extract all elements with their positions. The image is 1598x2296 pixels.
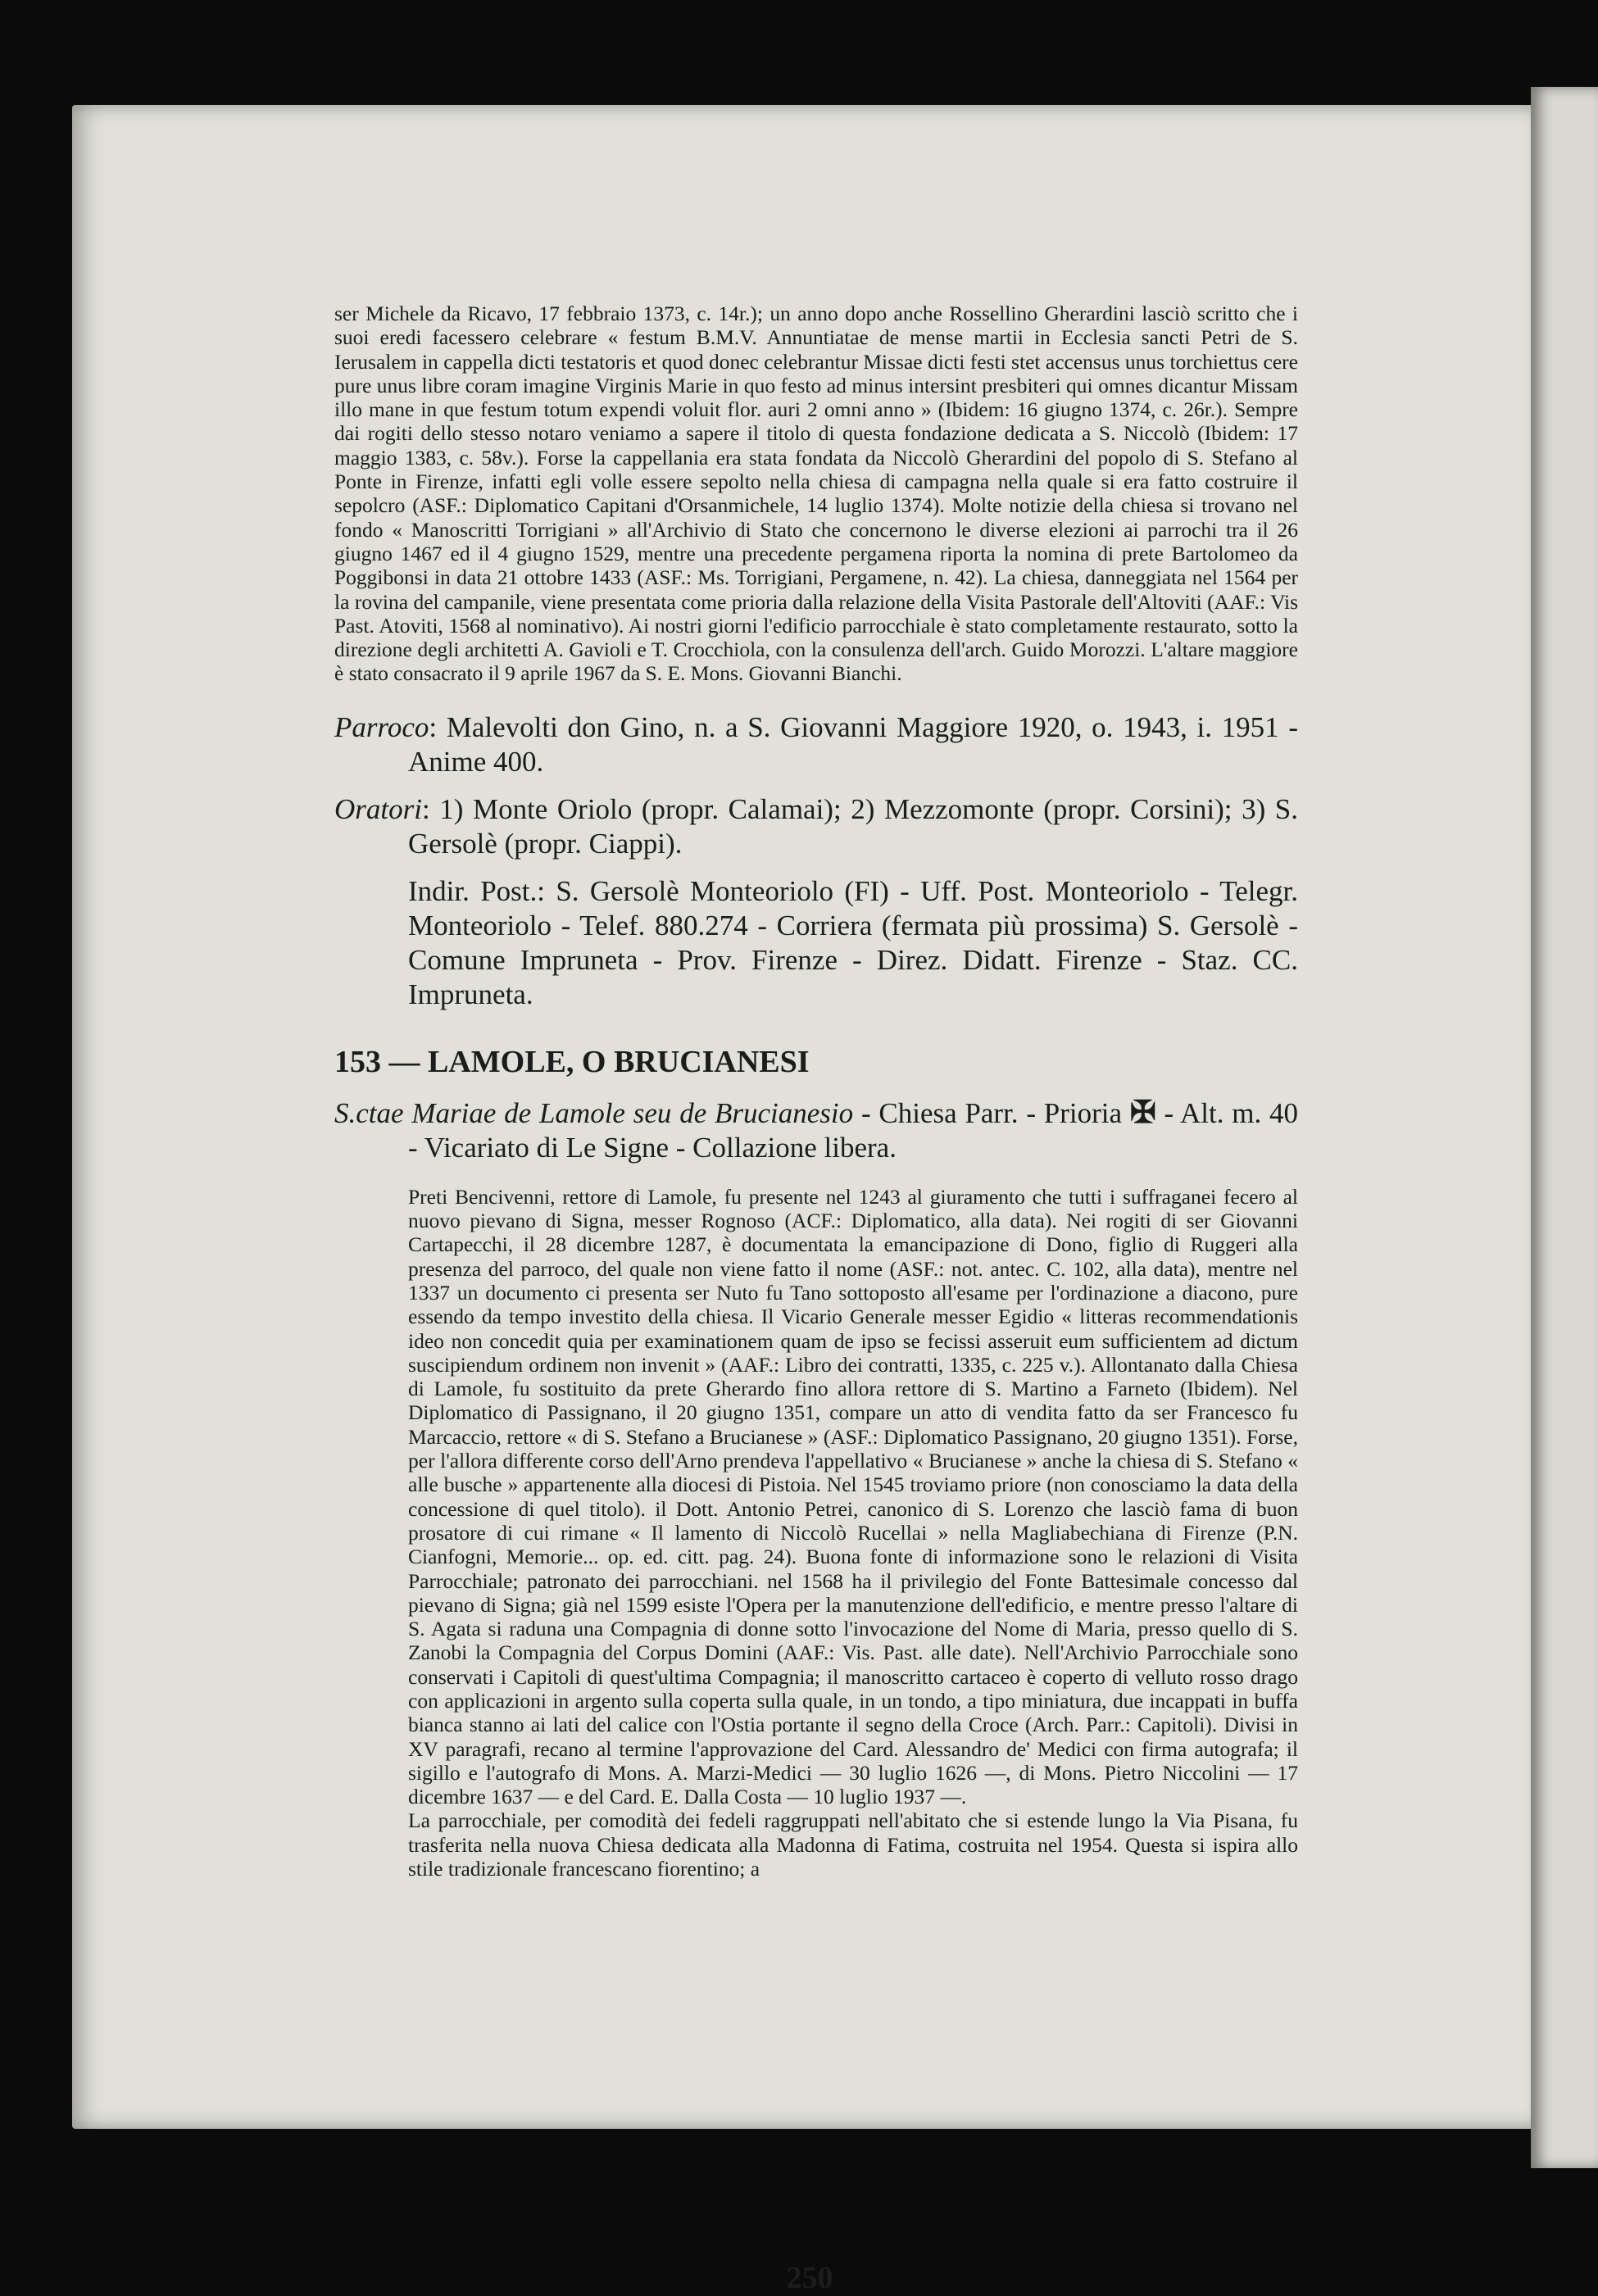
church-desc-a: - Chiesa Parr. - Prioria <box>853 1096 1130 1129</box>
cross-icon: ✠ <box>1129 1095 1156 1130</box>
parroco-text: : Malevolti don Gino, n. a S. Giovanni Maggiore 1920, o. 1943, i. 1951 - Anime 400. <box>408 710 1298 778</box>
page-content <box>334 302 1298 2295</box>
next-page-edge <box>1531 87 1598 2168</box>
oratori-label: Oratori <box>334 792 422 825</box>
history-section <box>334 1185 1298 1881</box>
church-desc-b: - Alt. m. 40 - Vicariato di Le Signe - Collazione libera. <box>408 1096 1298 1164</box>
page-number: 250 <box>786 2261 833 2295</box>
top-note-paragraph: ser Michele da Ricavo, 17 febbraio 1373, c. 14r.); un anno dopo anche Rossellino Gherardini lasciò scritto che i suoi eredi facessero celebrare « festum B.M.V. Annuntiatae de mense martii in Ecclesia sancti Petri de S. Ierusalem in cappella dicti testatoris et quod donec celebrantur Missae dicti festi stet accensus unus torchiettus cere pure unus libre coram imagine Virginis Marie in quo festo ad minus intersint presbiteri qui omnes dicantur Missam illo mane in que festum totum expendi voluit flor. auri 2 omni anno » (Ibidem: 16 giugno 1374, c. 26r.). Sempre dai rogiti dello stesso notaro veniamo a sapere il titolo di questa fondazione dedicata a S. Niccolò (Ibidem: 17 maggio 1383, c. 58v.). Forse la cappellania era stata fondata da Niccolò Gherardini del popolo di S. Stefano al Ponte in Firenze, infatti egli volle essere sepolto nella chiesa di campagna nella quale si era fatto costruire il sepolcro (ASF.: Diplomatico Capitani d'Orsanmichele, 14 luglio 1374). Molte notizie della chiesa si trovano nel fondo « Manoscritti Torrigiani » all'Archivio di Stato che concernono le diverse elezioni ai parrochi tra il 26 giugno 1467 ed il 4 giugno 1529, mentre una precedente pergamena riporta la nomina di prete Bartolomeo da Poggibonsi in data 21 ottobre 1433 (ASF.: Ms. Torrigiani, Pergamene, n. 42). La chiesa, danneggiata nel 1564 per la rovina del campanile, viene presentata come prioria dalla relazione della Visita Pastorale dell'Altoviti (AAF.: Vis Past. Atoviti, 1568 al nominativo). Ai nostri giorni l'edificio parrocchiale è stato completamente restaurato, sotto la direzione degli architetti A. Gavioli e T. Crocchiola, con la consulenza dell'arch. Guido Morozzi. L'altare maggiore è stato consacrato il 9 aprile 1967 da S. E. Mons. Giovanni Bianchi. <box>334 302 1298 686</box>
oratori-entry <box>334 792 1298 861</box>
oratori-text: : 1) Monte Oriolo (propr. Calamai); 2) Mezzomonte (propr. Corsini); 3) S. Gersolè (propr. Ciappi). <box>408 792 1298 860</box>
section-heading: 153 — LAMOLE, O BRUCIANESI <box>334 1044 810 1079</box>
church-title-entry <box>334 1096 1298 1165</box>
church-latin-name: S.ctae Mariae de Lamole seu de Brucianesio <box>334 1096 854 1129</box>
parroco-label: Parroco <box>334 710 429 743</box>
parroco-entry <box>334 710 1298 779</box>
postal-info: Indir. Post.: S. Gersolè Monteoriolo (FI) - Uff. Post. Monteoriolo - Telegr. Monteoriolo - Telef. 880.274 - Corriera (fermata più prossima) S. Gersolè - Comune Impruneta - Prov. Firenze - Direz. Didatt. Firenze - Staz. CC. Impruneta. <box>408 874 1298 1010</box>
history-paragraph-2: La parrocchiale, per comodità dei fedeli raggruppati nell'abitato che si estende lungo la Via Pisana, fu trasferita nella nuova Chiesa dedicata alla Madonna di Fatima, costruita nel 1954. Questa si ispira allo stile tradizionale francescano fiorentino; a <box>408 1808 1298 1881</box>
history-paragraph-1: Preti Bencivenni, rettore di Lamole, fu presente nel 1243 al giuramento che tutti i suffraganei fecero al nuovo pievano di Signa, messer Rognoso (ACF.: Diplomatico, alla data). Nei rogiti di ser Giovanni Cartapecchi, il 28 dicembre 1287, è documentata la emancipazione di Dono, figlio di Ruggeri alla presenza del parroco, del quale non viene fatto il nome (ASF.: not. antec. C. 102, alla data), mentre nel 1337 un documento ci presenta ser Nuto fu Tano sottoposto all'esame per l'ordinazione a diacono, pure essendo da tempo investito della chiesa. Il Vicario Generale messer Egidio « litteras recommendationis ideo non concedit quia per examinationem quam de ipso se fecissi asseruit eum sufficientem ad dictum suscipiendum ordinem non invenit » (AAF.: Libro dei contratti, 1335, c. 225 v.). Allontanato dalla Chiesa di Lamole, fu sostituito da prete Gherardo fino allora rettore di S. Martino a Farneto (Ibidem). Nel Diplomatico di Passignano, il 20 giugno 1351, compare un atto di vendita fatto da ser Francesco fu Marcaccio, rettore « di S. Stefano a Brucianese » (ASF.: Diplomatico Passignano, 20 giugno 1351). Forse, per l'allora differente corso dell'Arno prendeva l'appellativo « Brucianese » anche la chiesa di S. Stefano « alle busche » appartenente alla diocesi di Pistoia. Nel 1545 troviamo priore (non conosciamo la data della concessione di quel titolo). il Dott. Antonio Petrei, canonico di S. Lorenzo che lasciò fama di buon prosatore di cui rimane « Il lamento di Niccolò Rucellai » nella Magliabechiana di Firenze (P.N. Cianfogni, Memorie... op. ed. citt. pag. 24). Buona fonte di informazione sono le relazioni di Visita Parrocchiale; patronato dei parrocchiani. nel 1568 ha il privilegio del Fonte Battesimale concesso dal pievano di Signa; già nel 1599 esiste l'Opera per la manutenzione dell'edificio, e mentre presso l'altare di S. Agata si raduna una Compagnia di donne sotto l'invocazione del Nome di Maria, presso quello di S. Zanobi la Compagnia del Corpus Domini (AAF.: Vis. Past. alle date). Nell'Archivio Parrocchiale sono conservati i Capitoli di quest'ultima Compagnia; il manoscritto cartaceo è coperto di velluto rosso drago con applicazioni in argento sulla coperta sulla quale, in un tondo, a tipo miniatura, due incappati in buffa bianca stanno ai lati del calice con l'Ostia portante il segno della Croce (Arch. Parr.: Capitoli). Divisi in XV paragrafi, recano al termine l'approvazione del Card. Alessandro de' Medici con firma autografa; il sigillo e l'autografo di Mons. A. Marzi-Medici — 30 luglio 1626 —, di Mons. Pietro Niccolini — 17 dicembre 1637 — e del Card. E. Dalla Costa — 10 luglio 1937 —. <box>408 1184 1298 1809</box>
